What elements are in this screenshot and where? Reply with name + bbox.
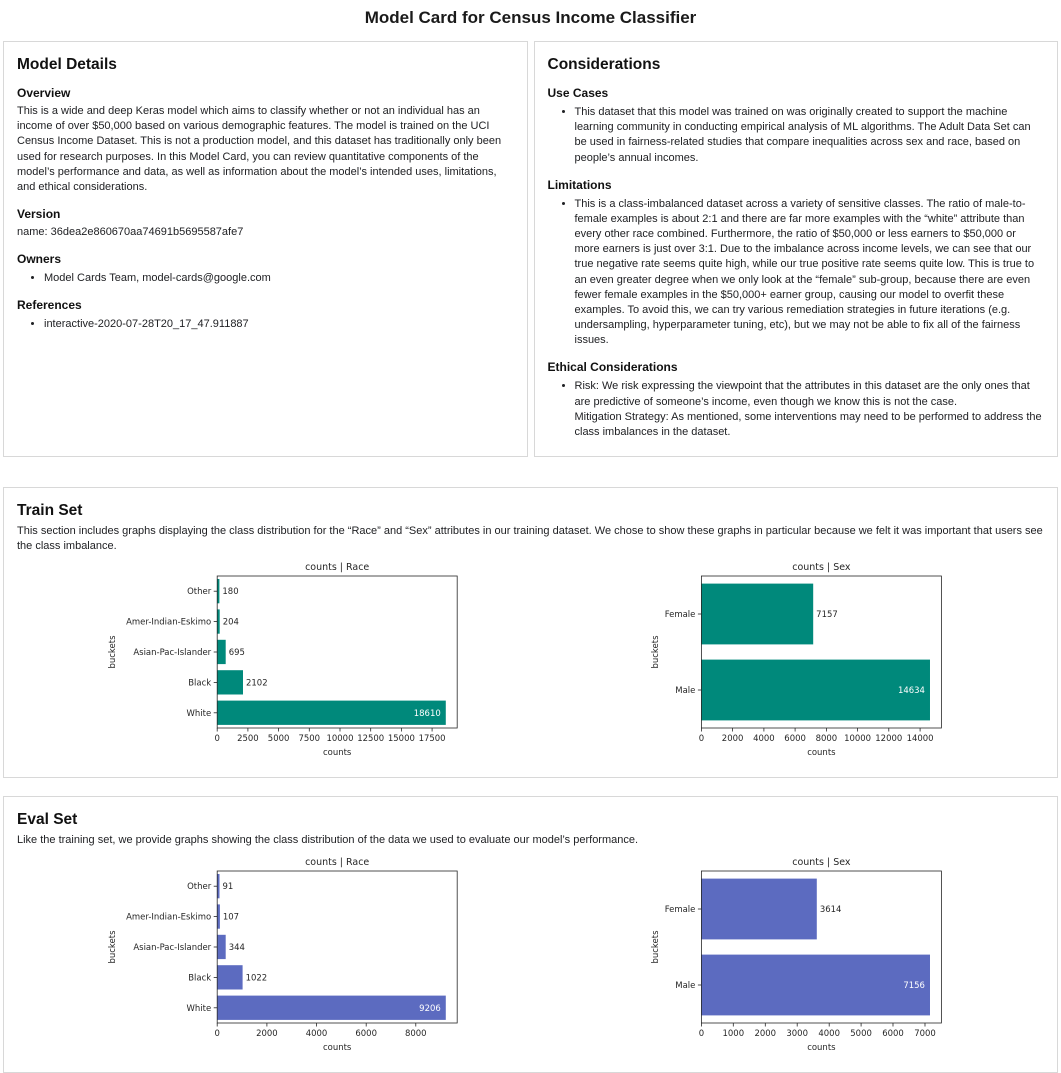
svg-text:7500: 7500 <box>298 734 321 745</box>
svg-text:7157: 7157 <box>816 610 839 621</box>
svg-text:3614: 3614 <box>820 904 842 915</box>
svg-text:18610: 18610 <box>414 709 442 720</box>
model-details-card <box>3 41 528 457</box>
train-set-title: Train Set <box>17 502 83 520</box>
svg-text:695: 695 <box>229 648 246 659</box>
svg-text:Other: Other <box>187 587 212 598</box>
bar-chart-svg <box>103 560 473 760</box>
svg-text:5000: 5000 <box>850 1028 873 1039</box>
eval-race-chart <box>103 855 473 1060</box>
reference-item: • interactive-2020-07-28T20_17_47.911887 <box>44 317 514 332</box>
limitations-list <box>548 197 1045 349</box>
svg-text:1022: 1022 <box>245 973 268 984</box>
owner-item: • Model Cards Team, model-cards@google.com <box>44 271 514 286</box>
svg-text:180: 180 <box>222 587 239 598</box>
limitations-heading: Limitations <box>547 177 612 192</box>
bar-chart-svg <box>646 855 957 1055</box>
train-charts-row <box>17 560 1044 765</box>
svg-text:counts | Sex: counts | Sex <box>792 856 851 868</box>
eval-sex-chart <box>646 855 957 1060</box>
bar-chart-svg <box>103 855 473 1055</box>
version-heading: Version <box>17 207 61 222</box>
svg-text:Female: Female <box>664 610 696 621</box>
svg-text:6000: 6000 <box>355 1028 378 1039</box>
svg-text:14634: 14634 <box>898 686 926 697</box>
svg-text:0: 0 <box>698 1028 705 1039</box>
svg-text:17500: 17500 <box>418 734 446 745</box>
page-title: Model Card for Census Income Classifier <box>364 8 697 27</box>
references-heading: References <box>17 298 82 313</box>
svg-text:Other: Other <box>187 881 212 892</box>
bar-chart-svg <box>646 560 957 760</box>
svg-text:91: 91 <box>222 881 234 892</box>
overview-heading: Overview <box>17 86 71 100</box>
svg-text:0: 0 <box>214 1028 221 1039</box>
svg-text:counts | Sex: counts | Sex <box>792 562 851 574</box>
svg-text:buckets: buckets <box>108 635 119 669</box>
svg-text:204: 204 <box>223 618 240 629</box>
svg-text:Female: Female <box>664 904 696 915</box>
train-race-chart <box>103 560 473 765</box>
use-cases-list <box>548 105 1045 166</box>
svg-text:4000: 4000 <box>818 1028 841 1039</box>
ethical-considerations-list <box>548 379 1045 440</box>
model-card-page <box>0 8 1061 1073</box>
svg-text:buckets: buckets <box>651 930 662 964</box>
svg-text:9206: 9206 <box>419 1003 442 1014</box>
owners-list <box>17 271 514 286</box>
svg-text:Black: Black <box>188 678 212 689</box>
eval-charts-row <box>17 855 1044 1060</box>
svg-text:107: 107 <box>223 912 240 923</box>
svg-text:2000: 2000 <box>722 734 744 745</box>
svg-text:4000: 4000 <box>306 1028 328 1039</box>
svg-text:2000: 2000 <box>256 1028 279 1039</box>
svg-text:buckets: buckets <box>651 635 662 669</box>
svg-text:buckets: buckets <box>108 930 119 964</box>
train-sex-chart <box>646 560 957 765</box>
svg-text:Male: Male <box>675 686 696 697</box>
eval-set-description: Like the training set, we provide graphs showing the class distribution of the data we used to evaluate our model’s performance. <box>17 834 639 847</box>
svg-text:Black: Black <box>188 973 212 984</box>
svg-text:3000: 3000 <box>786 1028 809 1039</box>
svg-text:8000: 8000 <box>405 1028 427 1039</box>
svg-text:counts: counts <box>323 1042 352 1053</box>
svg-text:2000: 2000 <box>754 1028 777 1039</box>
svg-text:5000: 5000 <box>268 734 290 745</box>
svg-text:12500: 12500 <box>357 734 385 745</box>
svg-text:White: White <box>186 709 212 720</box>
svg-text:10000: 10000 <box>844 734 872 745</box>
svg-text:0: 0 <box>698 734 705 745</box>
svg-text:Asian-Pac-Islander: Asian-Pac-Islander <box>133 942 212 953</box>
version-text: name: 36dea2e860670aa74691b5695587afe7 <box>17 226 244 239</box>
owners-heading: Owners <box>17 252 62 267</box>
svg-text:Amer-Indian-Eskimo: Amer-Indian-Eskimo <box>126 912 212 923</box>
use-cases-heading: Use Cases <box>547 86 609 100</box>
svg-text:counts: counts <box>807 748 836 759</box>
ethical-mitigation-text: Mitigation Strategy: As mentioned, some interventions may need to be performed to address the class imbalances in the dataset. <box>574 410 1042 438</box>
svg-text:8000: 8000 <box>815 734 838 745</box>
svg-text:1000: 1000 <box>722 1028 745 1039</box>
considerations-card <box>534 41 1059 457</box>
svg-text:344: 344 <box>229 942 246 953</box>
svg-text:4000: 4000 <box>753 734 775 745</box>
train-set-section <box>3 487 1058 778</box>
train-set-description: This section includes graphs displaying the class distribution for the “Race” and “Sex” attributes in our training dataset. We chose to show these graphs in particular because we felt it was important that users see the class imbalance. <box>17 525 1043 553</box>
eval-set-title: Eval Set <box>17 811 78 829</box>
svg-text:6000: 6000 <box>784 734 807 745</box>
top-cards-row <box>3 41 1058 457</box>
ethical-considerations-item <box>575 379 1045 440</box>
svg-text:7156: 7156 <box>903 980 926 991</box>
svg-text:6000: 6000 <box>882 1028 905 1039</box>
svg-text:Amer-Indian-Eskimo: Amer-Indian-Eskimo <box>126 618 212 629</box>
svg-text:counts: counts <box>323 748 352 759</box>
svg-text:Asian-Pac-Islander: Asian-Pac-Islander <box>133 648 212 659</box>
ethical-risk-text: Risk: We risk expressing the viewpoint that the attributes in this dataset are the only ones that are predictive of someone’s income, even though we know this is not the case. <box>574 380 1030 408</box>
svg-text:Male: Male <box>675 980 696 991</box>
svg-text:7000: 7000 <box>914 1028 937 1039</box>
svg-text:counts | Race: counts | Race <box>305 856 370 868</box>
references-list <box>17 317 514 332</box>
svg-text:White: White <box>186 1003 212 1014</box>
svg-text:counts: counts <box>807 1042 836 1053</box>
svg-text:15000: 15000 <box>388 734 416 745</box>
ethical-considerations-heading: Ethical Considerations <box>547 360 678 375</box>
svg-text:14000: 14000 <box>906 734 934 745</box>
considerations-title: Considerations <box>547 56 661 73</box>
overview-text: This is a wide and deep Keras model which aims to classify whether or not an individual has an income of over $50,000 based on various demographic features. The model is trained on the UCI Census Income Dataset. This is not a production model, and this dataset has traditionally only been used for research purposes. In this Model Card, you can review quantitative components of the model’s performance and data, as well as information about the model’s intended uses, limitations, and ethical considerations. <box>17 105 502 193</box>
limitations-item: • This is a class-imbalanced dataset across a variety of sensitive classes. The ratio of male-to-female examples is about 2:1 and there are far more examples with the “white” attribute than every other race combined. Furthermore, the ratio of $50,000 or less earners to $50,000 or more earners is just over 3:1. Due to the imbalance across income levels, we can see that our true negative rate seems quite high, while our true positive rate seems quite low. This is true to an even greater degree when we only look at the “female” sub-group, because there are even fewer female examples in the $50,000+ earner group, causing our model to overfit these examples. To avoid this, we can try various remediation strategies in future iterations (e.g. undersampling, hyperparameter tuning, etc), but we may not be able to fix all of the fairness issues. <box>575 197 1045 349</box>
svg-text:counts | Race: counts | Race <box>305 562 370 574</box>
use-cases-item: • This dataset that this model was trained on was originally created to support the machine learning community in conducting empirical analysis of ML algorithms. The Adult Data Set can be used in fairness-related studies that compare inequalities across sex and race, based on people’s annual incomes. <box>575 105 1045 166</box>
svg-text:12000: 12000 <box>875 734 903 745</box>
eval-set-section <box>3 796 1058 1072</box>
model-details-title: Model Details <box>17 56 117 73</box>
svg-text:10000: 10000 <box>326 734 354 745</box>
svg-text:2500: 2500 <box>237 734 260 745</box>
svg-text:0: 0 <box>214 734 221 745</box>
svg-text:2102: 2102 <box>246 678 268 689</box>
